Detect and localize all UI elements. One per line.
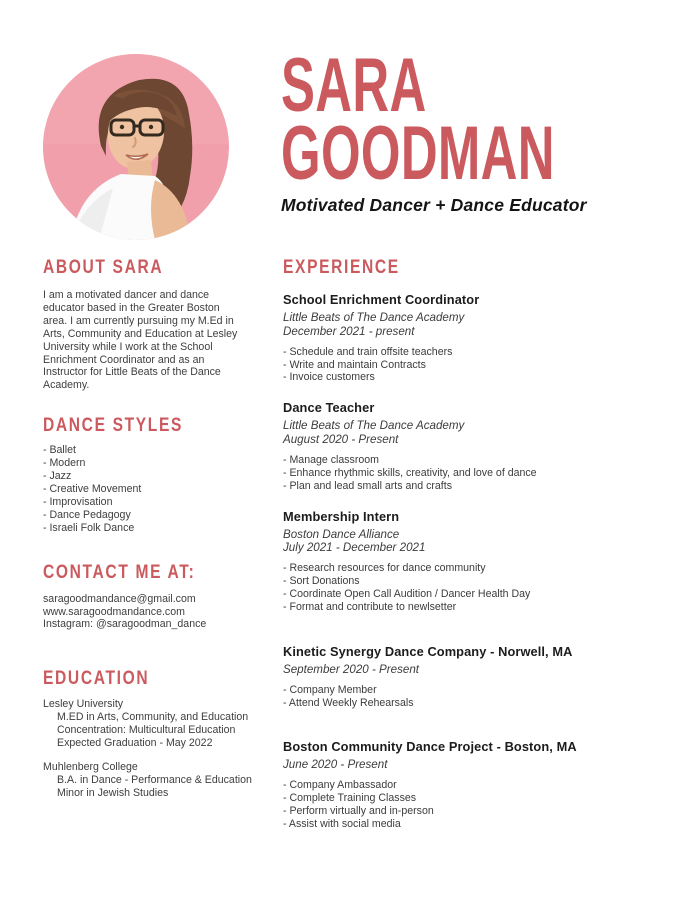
school-detail: M.ED in Arts, Community, and Education xyxy=(57,711,249,724)
list-item: - Israeli Folk Dance xyxy=(43,521,135,534)
job-bullet: - Assist with social media xyxy=(283,817,401,830)
education-school xyxy=(43,698,253,750)
last-name: GOODMAN xyxy=(281,111,555,196)
first-name: SARA xyxy=(281,43,427,128)
job-bullet: - Research resources for dance community xyxy=(283,562,486,575)
job-dates: August 2020 - Present xyxy=(283,433,399,447)
education-section xyxy=(43,667,253,799)
experience-column xyxy=(283,250,683,831)
about-body: I am a motivated dancer and dance educator based in the Greater Boston area. I am currently pursuing my M.Ed in Arts, Community and Education at Lesley University while I work at the School Enrichment Coordinator and as an Instructor for Little Beats of the Dance Academy. xyxy=(43,289,238,392)
experience-job xyxy=(283,644,683,710)
education-heading: EDUCATION xyxy=(43,668,150,690)
tagline: Motivated Dancer + Dance Educator xyxy=(281,195,587,215)
job-bullet: - Attend Weekly Rehearsals xyxy=(283,696,414,709)
school-name: Lesley University xyxy=(43,698,124,711)
job-bullet: - Company Ambassador xyxy=(283,779,397,792)
job-company: Little Beats of The Dance Academy xyxy=(283,311,465,324)
about-heading: ABOUT SARA xyxy=(43,257,164,278)
job-bullet: - Format and contribute to newlsetter xyxy=(283,600,457,613)
list-item: - Ballet xyxy=(43,444,76,457)
profile-photo xyxy=(43,54,229,240)
header xyxy=(281,43,681,216)
job-dates: December 2021 - present xyxy=(283,324,415,338)
job-bullet: - Enhance rhythmic skills, creativity, and love of dance xyxy=(283,466,537,479)
dance-styles-list xyxy=(43,444,253,534)
school-detail: Concentration: Multicultural Education xyxy=(57,724,236,737)
experience-job xyxy=(283,509,683,614)
list-item: - Modern xyxy=(43,457,86,470)
contact-instagram: Instagram: @saragoodman_dance xyxy=(43,618,207,631)
profile-photo-illustration xyxy=(43,54,229,240)
job-title: Dance Teacher xyxy=(283,400,375,416)
job-bullet: - Company Member xyxy=(283,683,377,696)
school-detail: B.A. in Dance - Performance & Education xyxy=(57,773,252,786)
about-section xyxy=(43,256,253,392)
sidebar xyxy=(43,250,253,800)
list-item: - Dance Pedagogy xyxy=(43,508,131,521)
job-bullet: - Sort Donations xyxy=(283,575,360,588)
job-title: Boston Community Dance Project - Boston, MA xyxy=(283,739,577,755)
job-company: Boston Dance Alliance xyxy=(283,527,400,541)
education-school xyxy=(43,761,253,800)
job-bullet: - Write and maintain Contracts xyxy=(283,358,426,371)
school-detail: Minor in Jewish Studies xyxy=(57,786,169,799)
job-company: Little Beats of The Dance Academy xyxy=(283,419,465,433)
job-bullet: - Plan and lead small arts and crafts xyxy=(283,479,452,492)
school-name: Muhlenberg College xyxy=(43,760,138,773)
job-bullet: - Perform virtually and in-person xyxy=(283,805,434,818)
job-bullet: - Schedule and train offsite teachers xyxy=(283,345,453,358)
dance-styles-section xyxy=(43,414,253,534)
job-title: School Enrichment Coordinator xyxy=(283,292,480,307)
job-dates: June 2020 - Present xyxy=(283,758,388,772)
contact-section xyxy=(43,561,253,632)
experience-heading: EXPERIENCE xyxy=(283,257,400,278)
list-item: - Jazz xyxy=(43,470,72,483)
contact-list xyxy=(43,593,253,632)
job-dates: September 2020 - Present xyxy=(283,662,419,676)
experience-job xyxy=(283,400,683,492)
name-heading xyxy=(281,43,681,196)
job-title: Membership Intern xyxy=(283,508,400,524)
job-title: Kinetic Synergy Dance Company - Norwell, MA xyxy=(283,643,573,659)
job-bullet: - Manage classroom xyxy=(283,453,379,466)
job-bullet: - Coordinate Open Call Audition / Dancer Health Day xyxy=(283,588,531,601)
contact-website: www.saragoodmandance.com xyxy=(43,605,185,618)
contact-heading: CONTACT ME AT: xyxy=(43,561,196,583)
experience-job xyxy=(283,292,683,384)
dance-styles-heading: DANCE STYLES xyxy=(43,415,184,437)
contact-email: saragoodmandance@gmail.com xyxy=(43,592,196,605)
job-dates: July 2021 - December 2021 xyxy=(283,541,426,555)
experience-job xyxy=(283,739,683,830)
list-item: - Improvisation xyxy=(43,495,113,508)
job-bullet: - Invoice customers xyxy=(283,371,375,384)
school-detail: Expected Graduation - May 2022 xyxy=(57,737,213,750)
list-item: - Creative Movement xyxy=(43,482,142,495)
job-bullet: - Complete Training Classes xyxy=(283,792,417,805)
